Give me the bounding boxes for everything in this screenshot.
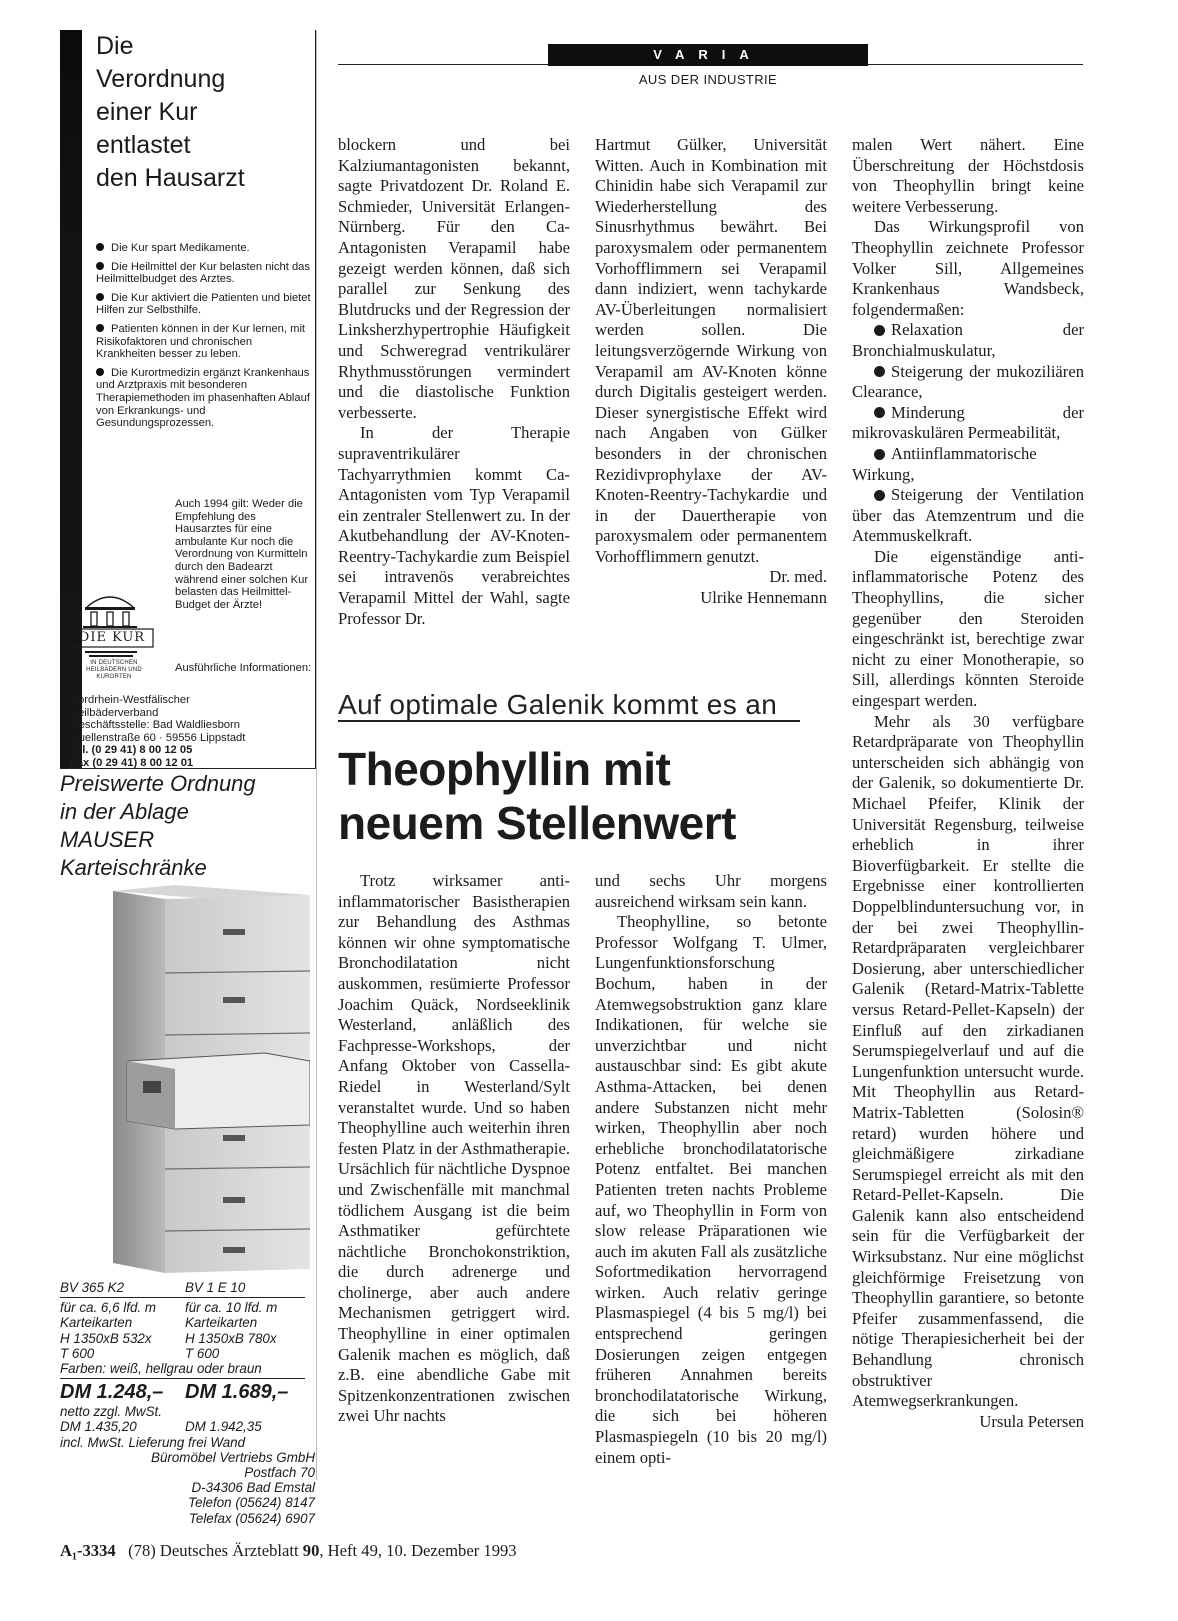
author-name: Ursula Petersen [979, 1411, 1084, 1431]
list-item: Die Kur spart Medikamente. [96, 242, 311, 255]
kicker-rule [338, 720, 800, 722]
bullet-icon [96, 368, 104, 376]
bullet-icon [874, 325, 885, 336]
page-footer [60, 1540, 760, 1562]
article1-column-1: blockern und bei Kalziumantagonisten bekannt, sagte Privatdozent Dr. Roland E. Schmieder, Universität Erlangen-Nürnberg. Für den Ca-Antagonisten Verapamil habe gezeigt werden können, daß sich parallel zur Senkung des Blutdrucks und der Regression der Linksherzhypertrophie Häufigkeit und Schweregrad ventrikulärer Rhythmusstörungen vermindert und die diastolische Funktion verbesserte. In der Therapie supraventrikulärer Tachyarrythmien kommt Ca-Antagonisten vom Typ Verapamil ein zentraler Stellenwert zu. In der Akutbehandlung der AV-Knoten-Reentry-Tachykardie zum Beispiel sei intravenös verabreichtes Verapamil Mittel der Wahl, sagte Professor Dr. [338, 135, 570, 628]
list-item: Die Kur aktiviert die Patienten und bietet Hilfen zur Selbsthilfe. [96, 291, 311, 317]
issue-text: , Heft 49, 10. Dezember 1993 [319, 1541, 517, 1560]
page-number: A₁-3334 [60, 1541, 116, 1560]
mauser-ad-contact: Büromöbel Vertriebs GmbH Postfach 70 D-34306 Bad Emstal Telefon (05624) 8147 Telefax (05624) 6907 [151, 1449, 315, 1526]
bullet-icon [96, 262, 104, 270]
divider [60, 1297, 305, 1298]
bullet-icon [874, 490, 885, 501]
article2-column-3: malen Wert nähert. Eine Überschreitung der Höchstdosis von Theophyllin bringt keine weitere Verbesserung. Das Wirkungsprofil von Theophyllin zeichnete Professor Volker Sill, Allgemeines Krankenhaus Wandsbeck, folgendermaßen: Relaxation der Bronchialmuskulatur, Steigerung der mukoziliären Clearance, Minderung der mikrovaskulären Permeabilität, Antiinflammatorische Wirkung, Steigerung der Ventilation über das Atemzentrum und die Atemmuskelkraft. Die eigenständige anti-inflammatorische Potenz des Theophyllins, die sicher gegenüber den Steroiden eingeschränkt ist, berechtige zwar nicht zu einer Monotherapie, so Sill, allerdings könnten Steroide eingespart werden. Mehr als 30 verfügbare Retardpräparate von Theophyllin unterscheiden sich abhängig von der Galenik, so dokumentierte Dr. Michael Pfeifer, Klinik der Universität Regensburg, teilweise erheblich in ihrer Bioverfügbarkeit. Er stellte die Ergebnisse einer kontrollierten Doppelblinduntersuchung vor, in der bei zwei Theophyllin-Retardpräparaten vergleichbarer Dosierung, aber unterschiedlicher Galenik (Retard-Matrix-Tablette versus Retard-Pellet-Kapseln) der Einfluß auf den zirkadianen Serumspiegelverlauf und auf die Lungenfunktion untersucht wurde. Mit Theophyllin aus Retard-Matrix-Tabletten (Solosin® retard) wurden höhere und gleichmäßigere zirkadiane Serumspiegel erreicht als mit den Retard-Pellet-Kapseln. Die Galenik kann also entscheidend sein für die Verfügbarkeit der Wirksubstanz. Nur eine möglichst gleichförmige Freisetzung von Theophyllin garantiere, so betonte Pfeifer zusammenfassend, die nötige Therapiesicherheit bei der Behandlung chronisch obstruktiver Atemwegserkrankungen. Ursula Petersen [852, 135, 1084, 1431]
column-divider [316, 30, 317, 1480]
bullet-icon [96, 324, 104, 332]
list-item: Die Kurortmedizin ergänzt Krankenhaus und Arztpraxis mit besonderen Therapiemethoden im phasenhaften Ablauf von Erkrankungs- und Gesundungsprozessen. [96, 366, 310, 430]
fax-number: Fax (0 29 41) 8 00 12 01 [70, 756, 194, 769]
list-item: Patienten können in der Kur lernen, mit Risikofaktoren und chronischen Krankheiten besser zu leben. [96, 322, 306, 361]
mauser-ad-specs: BV 365 K2 BV 1 E 10 für ca. 6,6 lfd. m für ca. 10 lfd. m Karteikarten Karteikarten H 1350xB 532x H 1350xB 780x T 600 T 600 Farben: weiß, hellgrau oder braun DM 1.248,– DM 1.689,– netto zzgl. MwSt. DM 1.435,20 DM 1.942,35 incl. MwSt. Lieferung frei Wand Büromöbel Vertriebs GmbH Postfach 70 D-34306 Bad Emstal Telefon (05624) 8147 Telefax (05624) 6907 [60, 1280, 315, 1526]
mauser-ad-headline: Preiswerte Ordnung in der Ablage MAUSER Karteischränke [60, 771, 256, 880]
article-kicker: Auf optimale Galenik kommt es an [338, 689, 778, 720]
bullet-icon [874, 449, 885, 460]
list-item: Relaxation der Bronchialmuskulatur, [852, 320, 1084, 360]
list-item: Steigerung der mukoziliären Clearance, [852, 361, 1084, 402]
bullet-icon [874, 366, 885, 377]
mauser-advertisement [60, 770, 315, 1526]
kur-advertisement [60, 30, 316, 769]
list-item: Antiinflammatorische Wirkung, [852, 443, 1037, 484]
list-item: Minderung der mikrovaskulären Permeabilität, [852, 402, 1084, 443]
divider [60, 1378, 305, 1379]
author-name: Ulrike Hennemann [700, 588, 827, 608]
info-label: Ausführliche Informationen: [175, 662, 312, 674]
list-item: Steigerung der Ventilation über das Atemzentrum und die Atemmuskelkraft. [852, 485, 1084, 546]
article2-column-1: Trotz wirksamer anti-inflammatorischer Basistherapien zur Behandlung des Asthmas können wir ohne symptomatische Bronchodilatation nicht auskommen, resümierte Professor Joachim Quäck, Nordseeklinik Westerland, anläßlich des Fachpresse-Workshops, der Anfang Oktober von Cassella-Riedel in Westerland/Sylt veranstaltet wurde. Und so haben Theophylline auch weiterhin ihren festen Platz in der Asthmatherapie. Ursächlich für nächtliche Dyspnoe und Zwischenfälle mit manchmal tödlichem Ausgang ist die beim Asthmatiker gefürchtete nächtliche Bronchokonstriktion, die durch adrenerge und cholinerge, aber auch andere Mechanismen getriggert wird. Theophylline in einer optimalen Galenik machen es möglich, daß z.B. eine abendliche Gabe mit Spitzenkonzentrationen zwischen zwei Uhr nachts [338, 871, 570, 1426]
list-item: Die Heilmittel der Kur belasten nicht das Heilmittelbudget des Arztes. [96, 260, 310, 286]
subsection-label: AUS DER INDUSTRIE [638, 72, 778, 87]
source-text: (78) Deutsches Ärzteblatt [128, 1541, 303, 1560]
volume-number: 90 [302, 1541, 320, 1560]
kur-ad-bullet-list [96, 242, 311, 436]
file-cabinet-image [105, 885, 310, 1275]
bullet-icon [874, 407, 885, 418]
bullet-icon [96, 293, 104, 301]
bullet-icon [96, 243, 104, 251]
article2-column-2: und sechs Uhr morgens ausreichend wirksam sein kann. Theophylline, so betonte Professor Wolfgang T. Ulmer, Lungenfunktionsforschung Bochum, haben in der Atemwegsobstruktion ganz klare Indikationen, für welche sie unverzichtbar und nicht austauschbar sind: Es gibt akute Asthma-Attacken, bei denen andere Substanzen nicht mehr wirken, Theophyllin aber noch erhebliche bronchodilatatorische Potenz entfaltet. Bei manchen Patienten treten nachts Probleme auf, wo Theophyllin in Form von slow release Präparationen wie auch im akuten Fall als zusätzliche Sofortmedikation hervorragend wirken. Auch relativ geringe Plasmaspiegel (4 bis 5 mg/l) bei entsprechend geringen Dosierungen zeigen entgegen früheren Annahmen bereits bronchodilatatorische Wirkung, die sich bei höheren Plasmaspiegeln (10 bis 20 mg/l) einem opti- [595, 871, 827, 1467]
author-credit: Dr. med. [769, 567, 827, 587]
article-headline: Theophyllin mit neuem Stellenwert [338, 743, 736, 849]
article1-column-2: Hartmut Gülker, Universität Witten. Auch in Kombination mit Chinidin habe sich Verapamil zur Wiederherstellung des Sinusrhythmus bewährt. Bei paroxysmalem oder permanentem Vorhofflimmern sei Verapamil dann indiziert, wenn tachykarde AV-Überleitungen normalisiert werden sollen. Die leitungsverzögernde Wirkung von Verapamil am AV-Knoten könne durch Digitalis gesteigert werden. Dieser synergistische Effekt wird nach Angaben von Gülker besonders in der chronischen Rezidivprophylaxe der AV-Knoten-Reentry-Tachykardie und in der Dauertherapie von paroxysmalem oder permanentem Vorhofflimmern genutzt. Dr. med. Ulrike Hennemann [595, 135, 827, 608]
kur-ad-title: Die Verordnung einer Kur entlastet den Hausarzt [96, 32, 245, 192]
phone-number: Tel. (0 29 41) 8 00 12 05 [70, 744, 193, 757]
logo-subtitle: IN DEUTSCHEN HEILBÄDERN UND KURORTEN [86, 660, 142, 680]
kur-ad-notice: Auch 1994 gilt: Weder die Empfehlung des Hausarztes für eine ambulante Kur noch die Verordnung von Kurmitteln durch den Badearzt während einer solchen Kur belasten das Heilmittel-Budget der Ärzte! [175, 498, 309, 611]
logo-wordmark: DIE KUR [78, 630, 146, 645]
price-list: DM 1.248,– DM 1.689,– [60, 1381, 289, 1404]
kur-ad-address: Nordrhein-Westfälischer Heilbäderverband Geschäftsstelle: Bad Waldliesborn Quellenstraße 60 · 59556 Lippstadt Tel. (0 29 41) 8 00 12 05 Fax (0 29 41) 8 00 12 01 [70, 694, 315, 770]
section-label: VARIA [548, 44, 868, 66]
